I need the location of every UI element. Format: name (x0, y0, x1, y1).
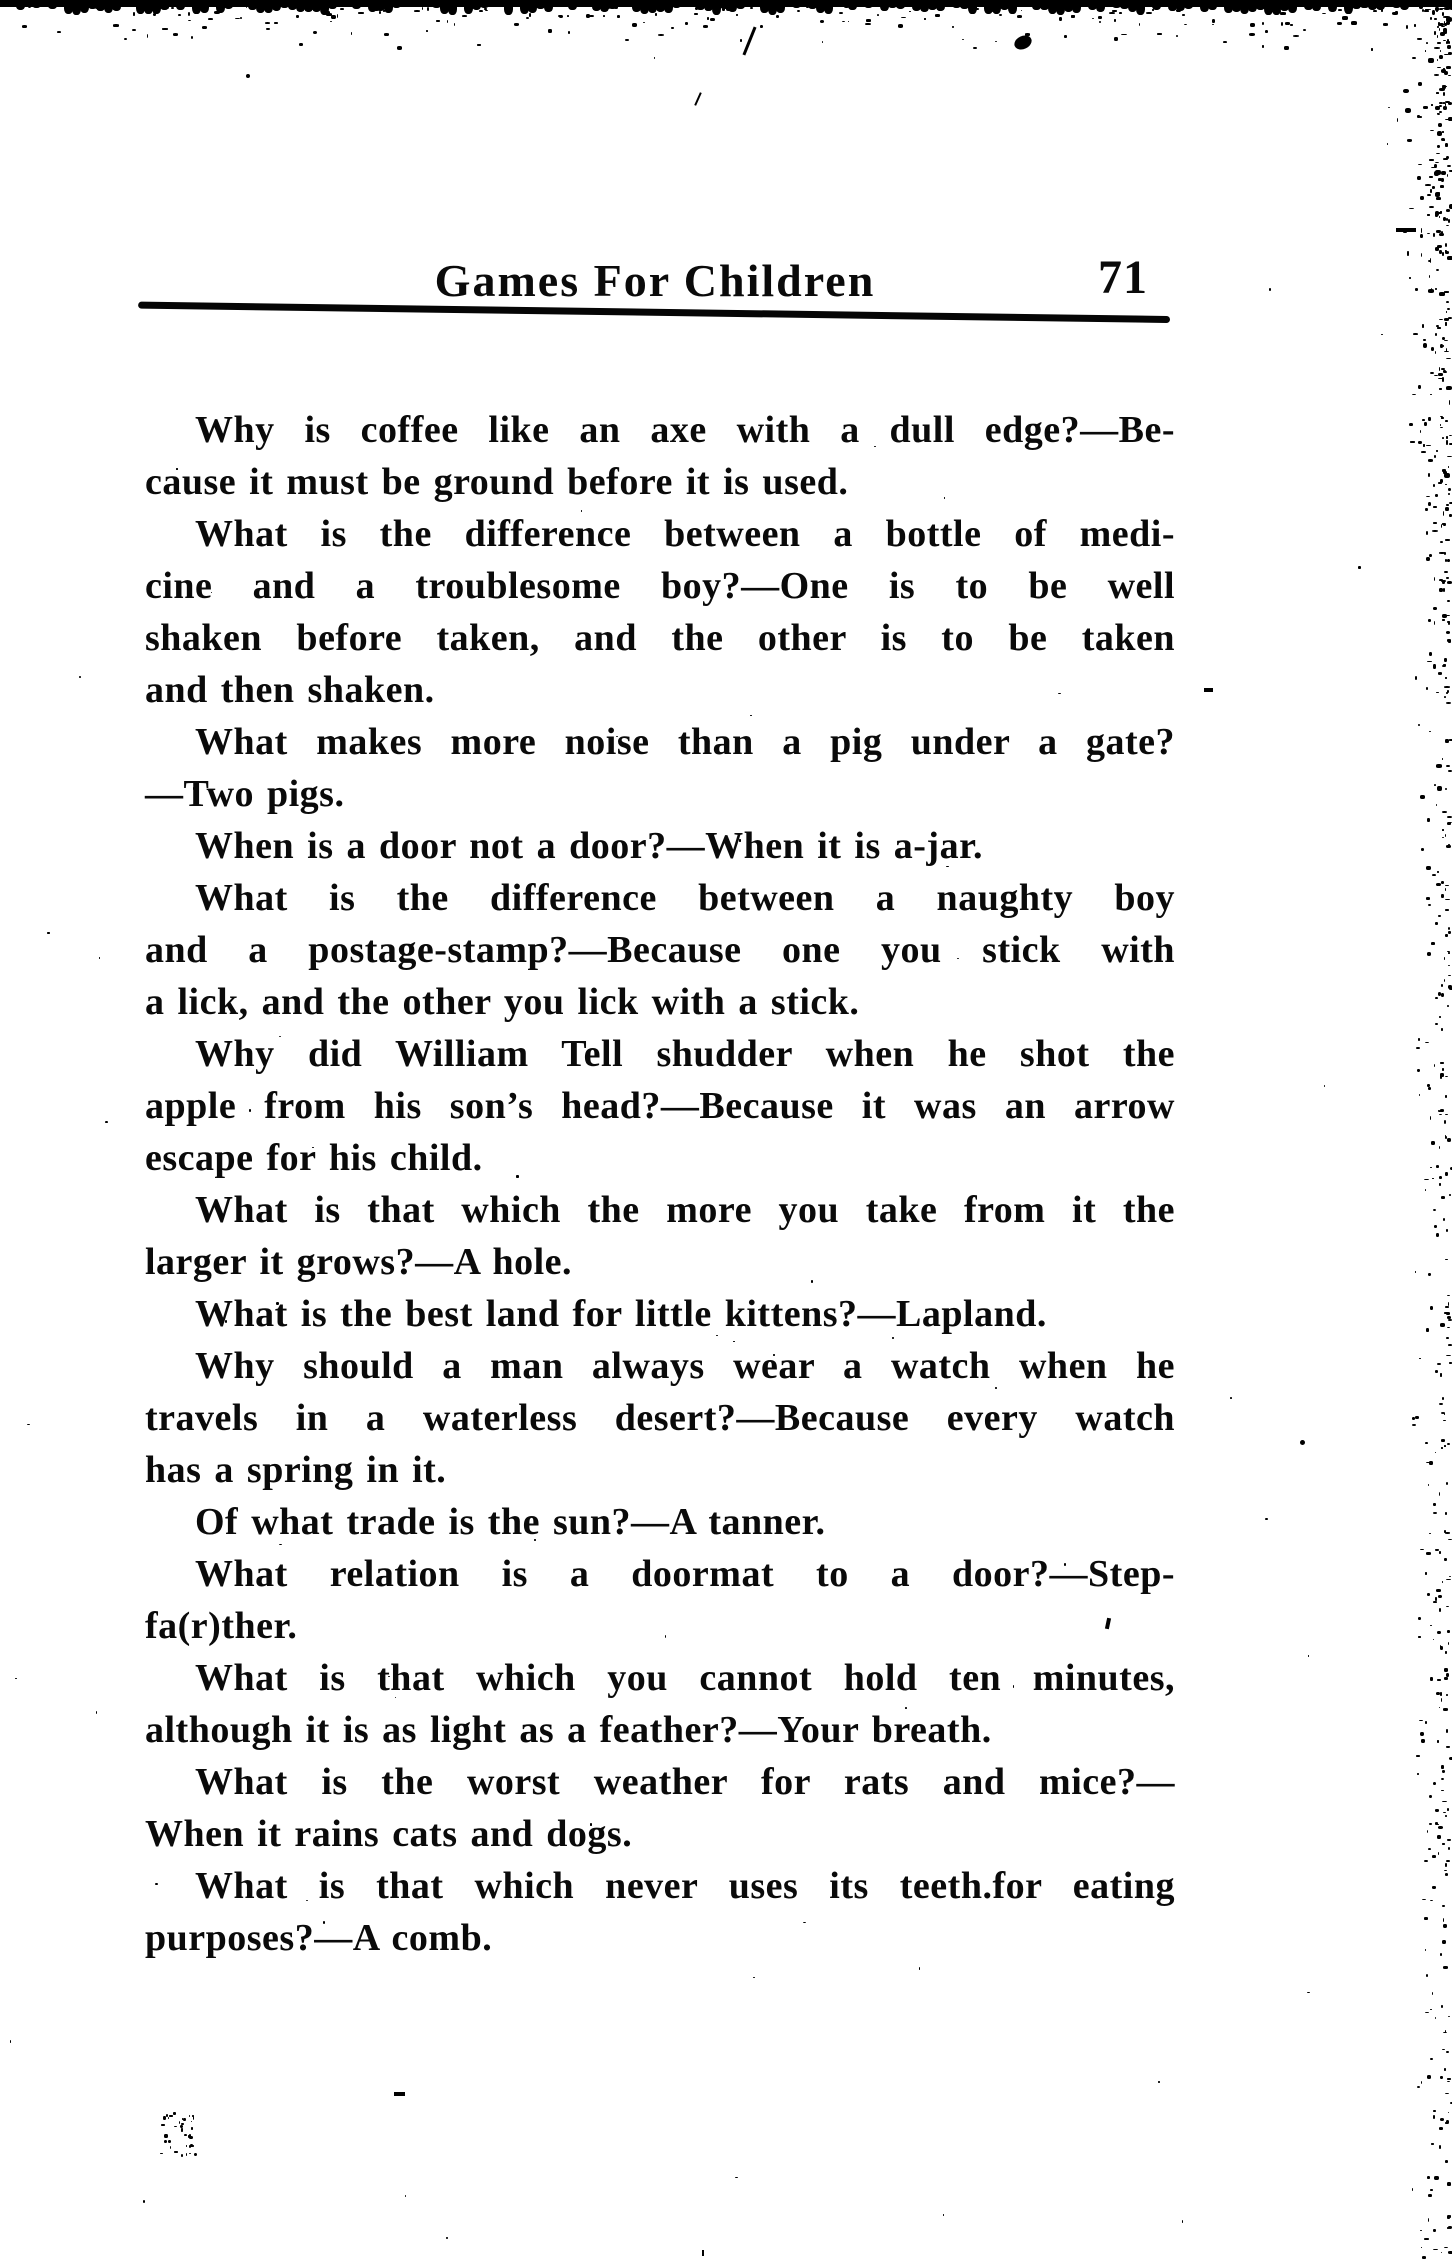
riddle-line: although it is as light as a feather?—Your breath. (145, 1709, 992, 1751)
riddle-line: What is the best land for little kittens?—Lapland. (195, 1293, 1047, 1335)
ink-mark-dot-top-left (246, 74, 250, 78)
riddle-line: Why is coffee like an axe with a dull edge?—Be- (195, 409, 1175, 451)
riddle-line: cine and a troublesome boy?—One is to be well (145, 565, 1175, 607)
riddle-paragraph (145, 1288, 1175, 1340)
riddles-text (145, 404, 1175, 1964)
riddle-paragraph (145, 1652, 1175, 1756)
riddle-line: escape for his child. (145, 1137, 483, 1179)
ink-mark-dot-right (1300, 1440, 1305, 1445)
page-number: 71 (1098, 251, 1148, 304)
riddle-line: What makes more noise than a pig under a gate? (195, 721, 1175, 763)
ink-mark-dash-mid-right (1204, 688, 1213, 692)
riddle-paragraph (145, 1184, 1175, 1288)
riddle-line: When it rains cats and dogs. (145, 1813, 633, 1855)
ink-mark-tick-bottom (702, 2250, 704, 2256)
riddle-line: —Two pigs. (145, 773, 345, 815)
riddle-paragraph (145, 1548, 1175, 1652)
riddle-line: Why should a man always wear a watch when he (195, 1345, 1175, 1387)
page-title: Games For Children (434, 255, 876, 306)
riddle-paragraph (145, 1496, 1175, 1548)
scan-top-edge (0, 0, 1452, 7)
riddle-line: and then shaken. (145, 669, 435, 711)
riddle-paragraph (145, 1028, 1175, 1184)
riddle-paragraph (145, 872, 1175, 1028)
riddle-line: Why did William Tell shudder when he shot the (195, 1033, 1175, 1075)
riddle-line: What is that which the more you take from it the (195, 1189, 1175, 1231)
riddle-paragraph (145, 716, 1175, 820)
riddle-line: shaken before taken, and the other is to be taken (145, 617, 1175, 659)
riddle-line: fa(r)ther. (145, 1605, 298, 1647)
ink-mark-slash-small (694, 92, 702, 106)
riddle-line: Of what trade is the sun?—A tanner. (195, 1501, 826, 1543)
riddle-paragraph (145, 404, 1175, 508)
riddle-line: larger it grows?—A hole. (145, 1241, 572, 1283)
riddle-line: has a spring in it. (145, 1449, 447, 1491)
riddle-line: What is that which you cannot hold ten minutes, (195, 1657, 1175, 1699)
riddle-paragraph (145, 820, 1175, 872)
riddle-line: cause it must be ground before it is used. (145, 461, 849, 503)
riddle-line: When is a door not a door?—When it is a-jar. (195, 825, 983, 867)
riddle-line: apple from his son’s head?—Because it was an arrow (145, 1085, 1175, 1127)
ink-mark-dash-bottom (394, 2092, 405, 2096)
ink-mark-slash-top (742, 27, 756, 56)
riddle-line: and a postage-stamp?—Because one you stick with (145, 929, 1175, 971)
riddle-paragraph (145, 1756, 1175, 1860)
riddle-paragraph (145, 1860, 1175, 1964)
riddle-line: What is the worst weather for rats and mice?— (195, 1761, 1175, 1803)
riddle-line: What is the difference between a bottle of medi- (195, 513, 1175, 555)
ink-mark-dash-right-upper (1396, 228, 1416, 232)
riddle-line: What relation is a doormat to a door?—Step- (195, 1553, 1175, 1595)
riddle-paragraph (145, 1340, 1175, 1496)
riddle-line: What is the difference between a naughty boy (195, 877, 1175, 919)
riddle-paragraph (145, 508, 1175, 716)
riddle-line: a lick, and the other you lick with a stick. (145, 981, 860, 1023)
riddle-line: travels in a waterless desert?—Because every watch (145, 1397, 1175, 1439)
ink-mark-blob (1012, 33, 1034, 52)
riddle-line: What is that which never uses its teeth.for eating (195, 1865, 1175, 1907)
riddle-line: purposes?—A comb. (145, 1917, 493, 1959)
